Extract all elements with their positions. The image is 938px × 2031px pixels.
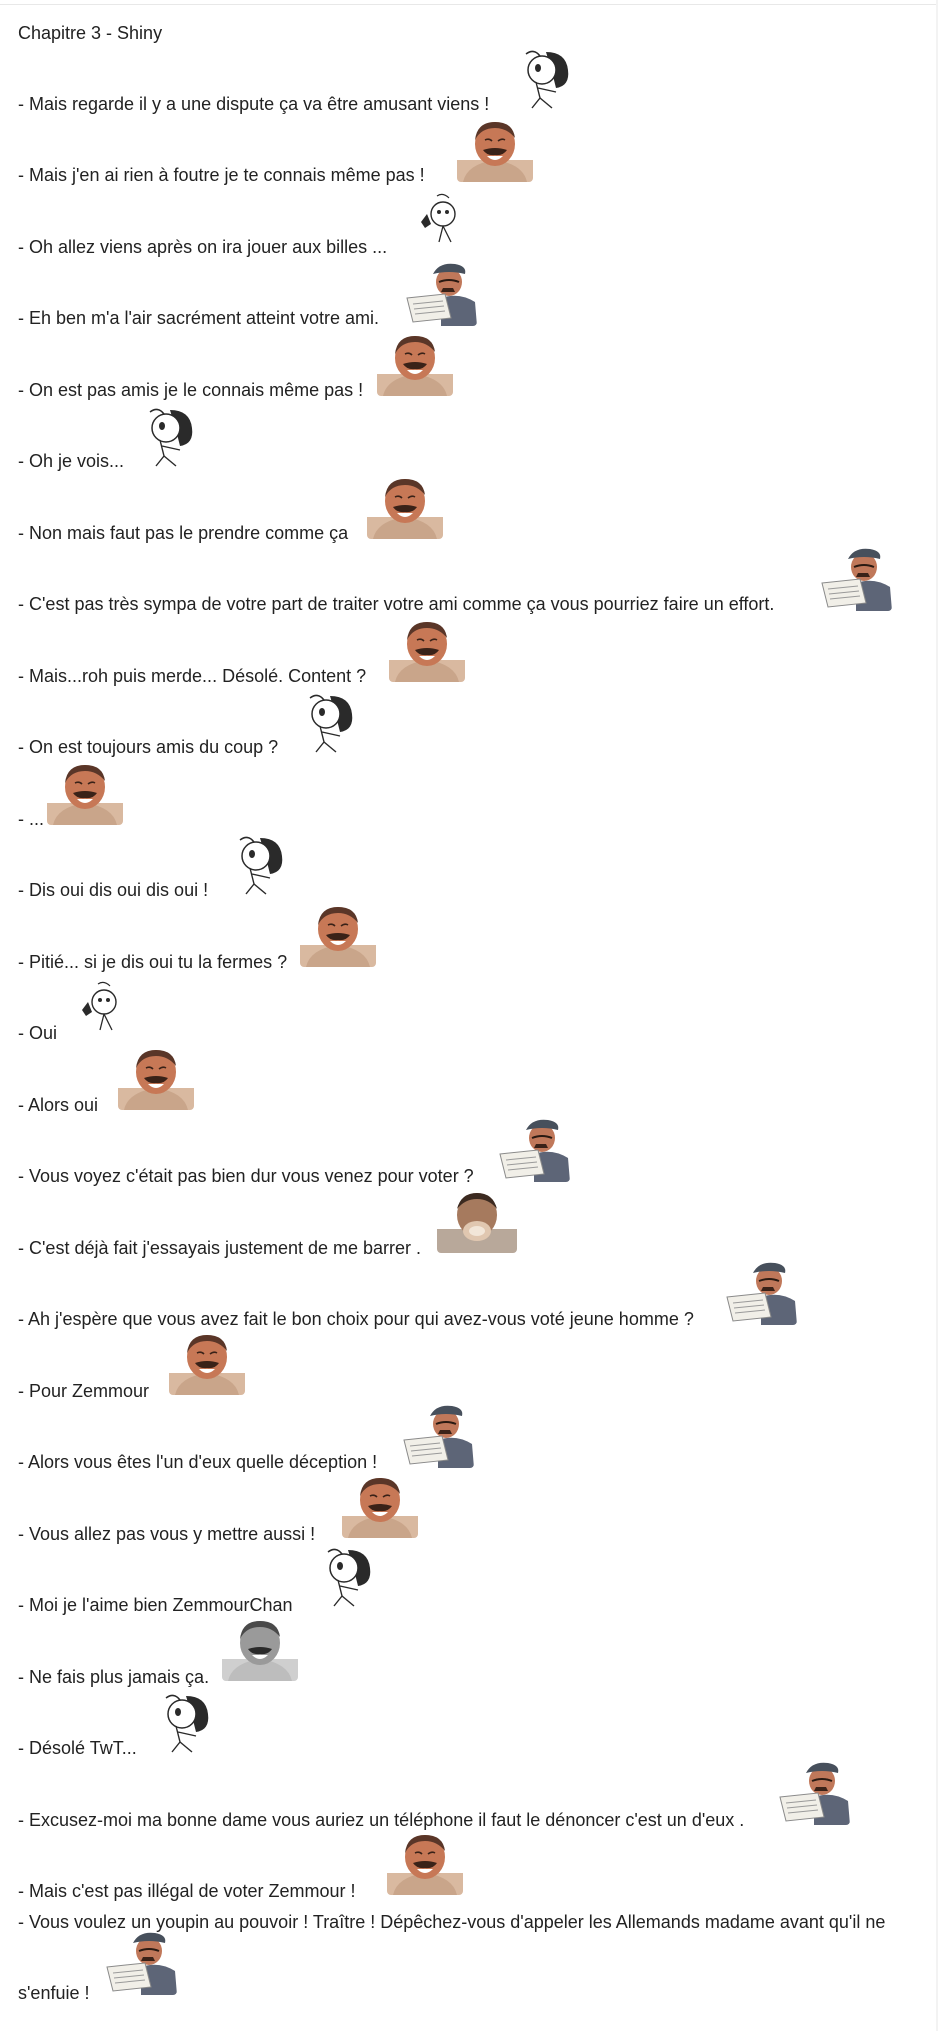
laughing-man-icon [457,120,533,182]
laughing-man-icon [118,1048,194,1110]
newspaper-man-icon [725,1261,797,1325]
dialogue-line: - Mais c'est pas illégal de voter Zemmour ! [18,1881,356,1901]
newspaper-man-icon [405,262,477,326]
laughing-man-icon [342,1476,418,1538]
dialogue-line: - Désolé TwT... [18,1738,137,1758]
newspaper-man-icon [402,1404,474,1468]
dialogue-line: - ... [18,809,44,829]
dialogue-line: - Vous voyez c'était pas bien dur vous venez pour voter ? [18,1166,474,1186]
newspaper-man-icon [105,1931,177,1995]
girl-sketch-icon [318,1546,376,1608]
laughing-man-icon [389,620,465,682]
girl-sketch-icon [516,48,574,110]
dialogue-line: - Excusez-moi ma bonne dame vous auriez un téléphone il faut le dénoncer c'est un d'eux . [18,1810,745,1830]
dialogue-line: s'enfuie ! [18,1983,90,2003]
dialogue-line: - On est toujours amis du coup ? [18,737,279,757]
dialogue-line: - Oh allez viens après on ira jouer aux billes ... [18,237,388,257]
laughing-man-icon [300,905,376,967]
dialogue-line: - Ah j'espère que vous avez fait le bon choix pour qui avez-vous voté jeune homme ? [18,1309,694,1329]
newspaper-man-icon [820,547,892,611]
newspaper-man-icon [498,1118,570,1182]
dialogue-line: - Oh je vois... [18,451,125,471]
dialogue-line: - Dis oui dis oui dis oui ! [18,880,209,900]
girl-sketch-icon [140,406,198,468]
dialogue-line: - Alors oui [18,1095,99,1115]
chapter-title: Chapitre 3 - Shiny [18,23,163,43]
dialogue-line: - Eh ben m'a l'air sacrément atteint votre ami. [18,308,380,328]
sketch-creature-icon [417,192,467,248]
newspaper-man-icon [778,1761,850,1825]
dialogue-line: - On est pas amis je le connais même pas ! [18,380,364,400]
girl-sketch-icon [230,834,288,896]
girl-sketch-icon [300,692,358,754]
sketch-creature-icon [78,980,128,1036]
dialogue-line: - Moi je l'aime bien ZemmourChan [18,1595,293,1615]
laughing-man-icon [367,477,443,539]
dialogue-line: - C'est pas très sympa de votre part de traiter votre ami comme ça vous pourriez faire un effort. [18,594,775,614]
dialogue-line: - Alors vous êtes l'un d'eux quelle déception ! [18,1452,378,1472]
dialogue-line: - Oui [18,1023,58,1043]
dialogue-line: - Vous voulez un youpin au pouvoir ! Traître ! Dépêchez-vous d'appeler les Allemands madame avant qu'il ne [18,1912,886,1932]
dialogue-line: - Pitié... si je dis oui tu la fermes ? [18,952,288,972]
laughing-man-gray-icon [222,1619,298,1681]
dialogue-line: - Non mais faut pas le prendre comme ça [18,523,349,543]
laughing-man-icon [377,334,453,396]
dialogue-line: - Mais j'en ai rien à foutre je te connais même pas ! [18,165,425,185]
girl-sketch-icon [156,1692,214,1754]
dialogue-line: - Pour Zemmour [18,1381,150,1401]
dialogue-line: - Mais regarde il y a une dispute ça va être amusant viens ! [18,94,490,114]
dialogue-line: - Mais...roh puis merde... Désolé. Content ? [18,666,367,686]
top-divider [0,4,938,5]
laughing-man-icon [387,1833,463,1895]
laughing-man-icon [169,1333,245,1395]
laughing-man-icon [47,763,123,825]
dialogue-line: - C'est déjà fait j'essayais justement de me barrer . [18,1238,422,1258]
dialogue-line: - Ne fais plus jamais ça. [18,1667,210,1687]
facepalm-man-icon [437,1191,517,1253]
dialogue-line: - Vous allez pas vous y mettre aussi ! [18,1524,316,1544]
